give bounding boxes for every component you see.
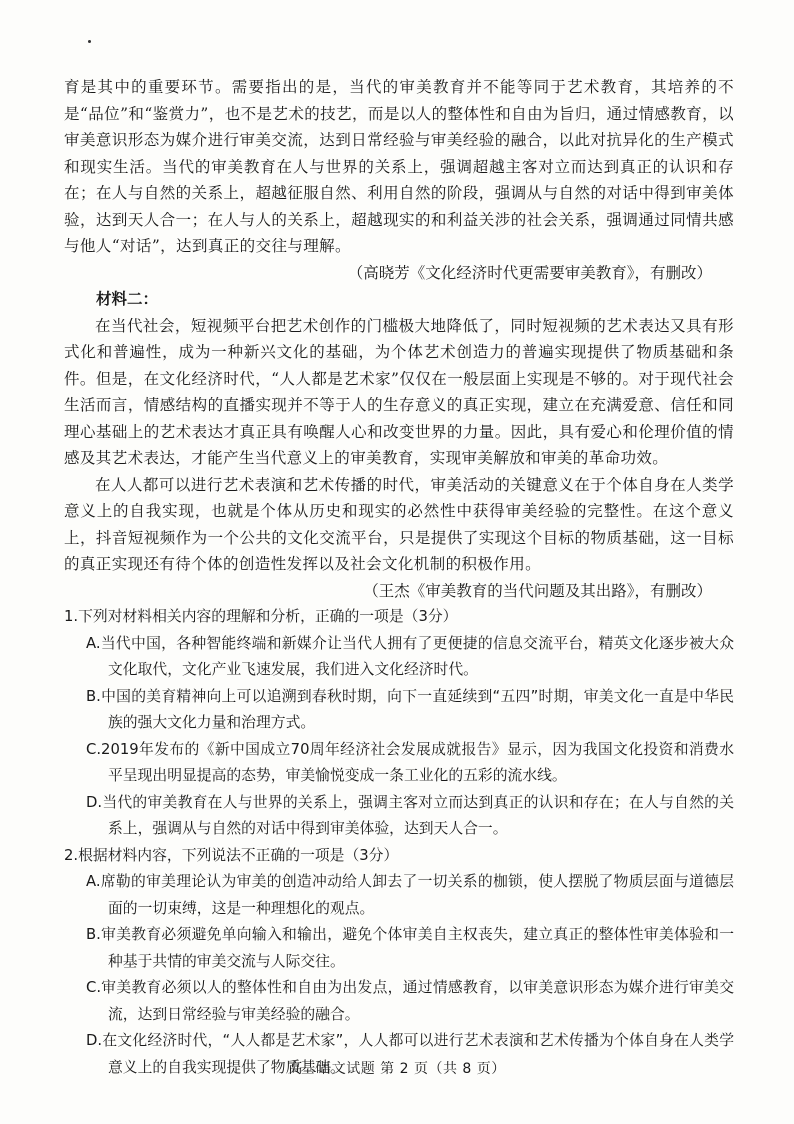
question-stem: 2.根据材料内容，下列说法不正确的一项是（3分） bbox=[64, 846, 399, 864]
source-citation-2: （王杰《审美教育的当代问题及其出路》，有删改） bbox=[363, 581, 712, 600]
option-b: B.审美教育必须避免单向输入和输出，避免个体审美自主权丧失，建立真正的整体性审美体验和一种基于共情的审美交流与人际交往。 bbox=[86, 926, 734, 970]
option-c: C.2019年发布的《新中国成立70周年经济社会发展成就报告》显示，因为我国文化投资和消费水平呈现出明显提高的态势，审美愉悦变成一条工业化的五彩的流水线。 bbox=[86, 740, 734, 784]
option-b: B.中国的美育精神向上可以追溯到春秋时期，向下一直延续到“五四”时期，审美文化一直是中华民族的强大文化力量和治理方式。 bbox=[86, 687, 734, 731]
exam-page bbox=[64, 74, 734, 1081]
material-2-paragraph-2: 在人人都可以进行艺术表演和艺术传播的时代，审美活动的关键意义在于个体自身在人类学意义上的自我实现，也就是个体从历史和现实的必然性中获得审美经验的完整性。在这个意义上，抖音短视频作为一个公共的文化交流平台，只是提供了实现这个目标的物质基础，这一目标的真正实现还有待个体的创造性发挥以及社会文化机制的积极作用。 bbox=[64, 475, 734, 573]
option-a: A.当代中国，各种智能终端和新媒介让当代人拥有了更便捷的信息交流平台，精英文化逐步被大众文化取代，文化产业飞速发展，我们进入文化经济时代。 bbox=[86, 634, 734, 678]
question-1 bbox=[64, 604, 734, 843]
question-stem: 1.下列对材料相关内容的理解和分析，正确的一项是（3分） bbox=[64, 608, 458, 625]
scan-speck bbox=[88, 40, 91, 43]
option-d: D.在文化经济时代，“人人都是艺术家”，人人都可以进行艺术表演和艺术传播为个体自身在人类学意义上的自我实现提供了物质基础。 bbox=[86, 1032, 734, 1076]
page-footer: 高二语文试题 第 2 页（共 8 页） bbox=[288, 1061, 506, 1077]
material-2-title: 材料二： bbox=[96, 290, 159, 308]
material-2-paragraph-1: 在当代社会，短视频平台把艺术创作的门槛极大地降低了，同时短视频的艺术表达又具有形式化和普遍性，成为一种新兴文化的基础，为个体艺术创造力的普遍实现提供了物质基础和条件。但是，在文化经济时代，“人人都是艺术家”仅仅在一般层面上实现是不够的。对于现代社会生活而言，情感结构的直播实现并不等于人的生存意义的真正实现，建立在充满爱意、信任和同理心基础上的艺术表达才真正具有唤醒人心和改变世界的力量。因此，具有爱心和伦理价值的情感及其艺术表达，才能产生当代意义上的审美教育，实现审美解放和审美的革命功效。 bbox=[64, 316, 734, 467]
question-2 bbox=[64, 843, 734, 1082]
option-c: C.审美教育必须以人的整体性和自由为出发点，通过情感教育，以审美意识形态为媒介进行审美交流，达到日常经验与审美经验的融合。 bbox=[86, 979, 734, 1023]
source-citation-1: （高晓芳《文化经济时代更需要审美教育》，有删改） bbox=[347, 263, 712, 282]
option-d: D.当代的审美教育在人与世界的关系上，强调主客对立而达到真正的认识和存在；在人与自然的关系上，强调从与自然的对话中得到审美体验，达到天人合一。 bbox=[86, 793, 734, 837]
passage-continuation: 育是其中的重要环节。需要指出的是，当代的审美教育并不能等同于艺术教育，其培养的不是“品位”和“鉴赏力”，也不是艺术的技艺，而是以人的整体性和自由为旨归，通过情感教育，以审美意识形态为媒介进行审美交流，达到日常经验与审美经验的融合，以此对抗异化的生产模式和现实生活。当代的审美教育在人与世界的关系上，强调超越主客对立而达到真正的认识和存在；在人与自然的关系上，超越征服自然、利用自然的阶段，强调从与自然的对话中得到审美体验，达到天人合一；在人与人的关系上，超越现实的和利益关涉的社会关系，强调通过同情共感与他人“对话”，达到真正的交往与理解。 bbox=[64, 78, 734, 255]
option-a: A.席勒的审美理论认为审美的创造冲动给人卸去了一切关系的枷锁，使人摆脱了物质层面与道德层面的一切束缚，这是一种理想化的观点。 bbox=[86, 873, 734, 917]
